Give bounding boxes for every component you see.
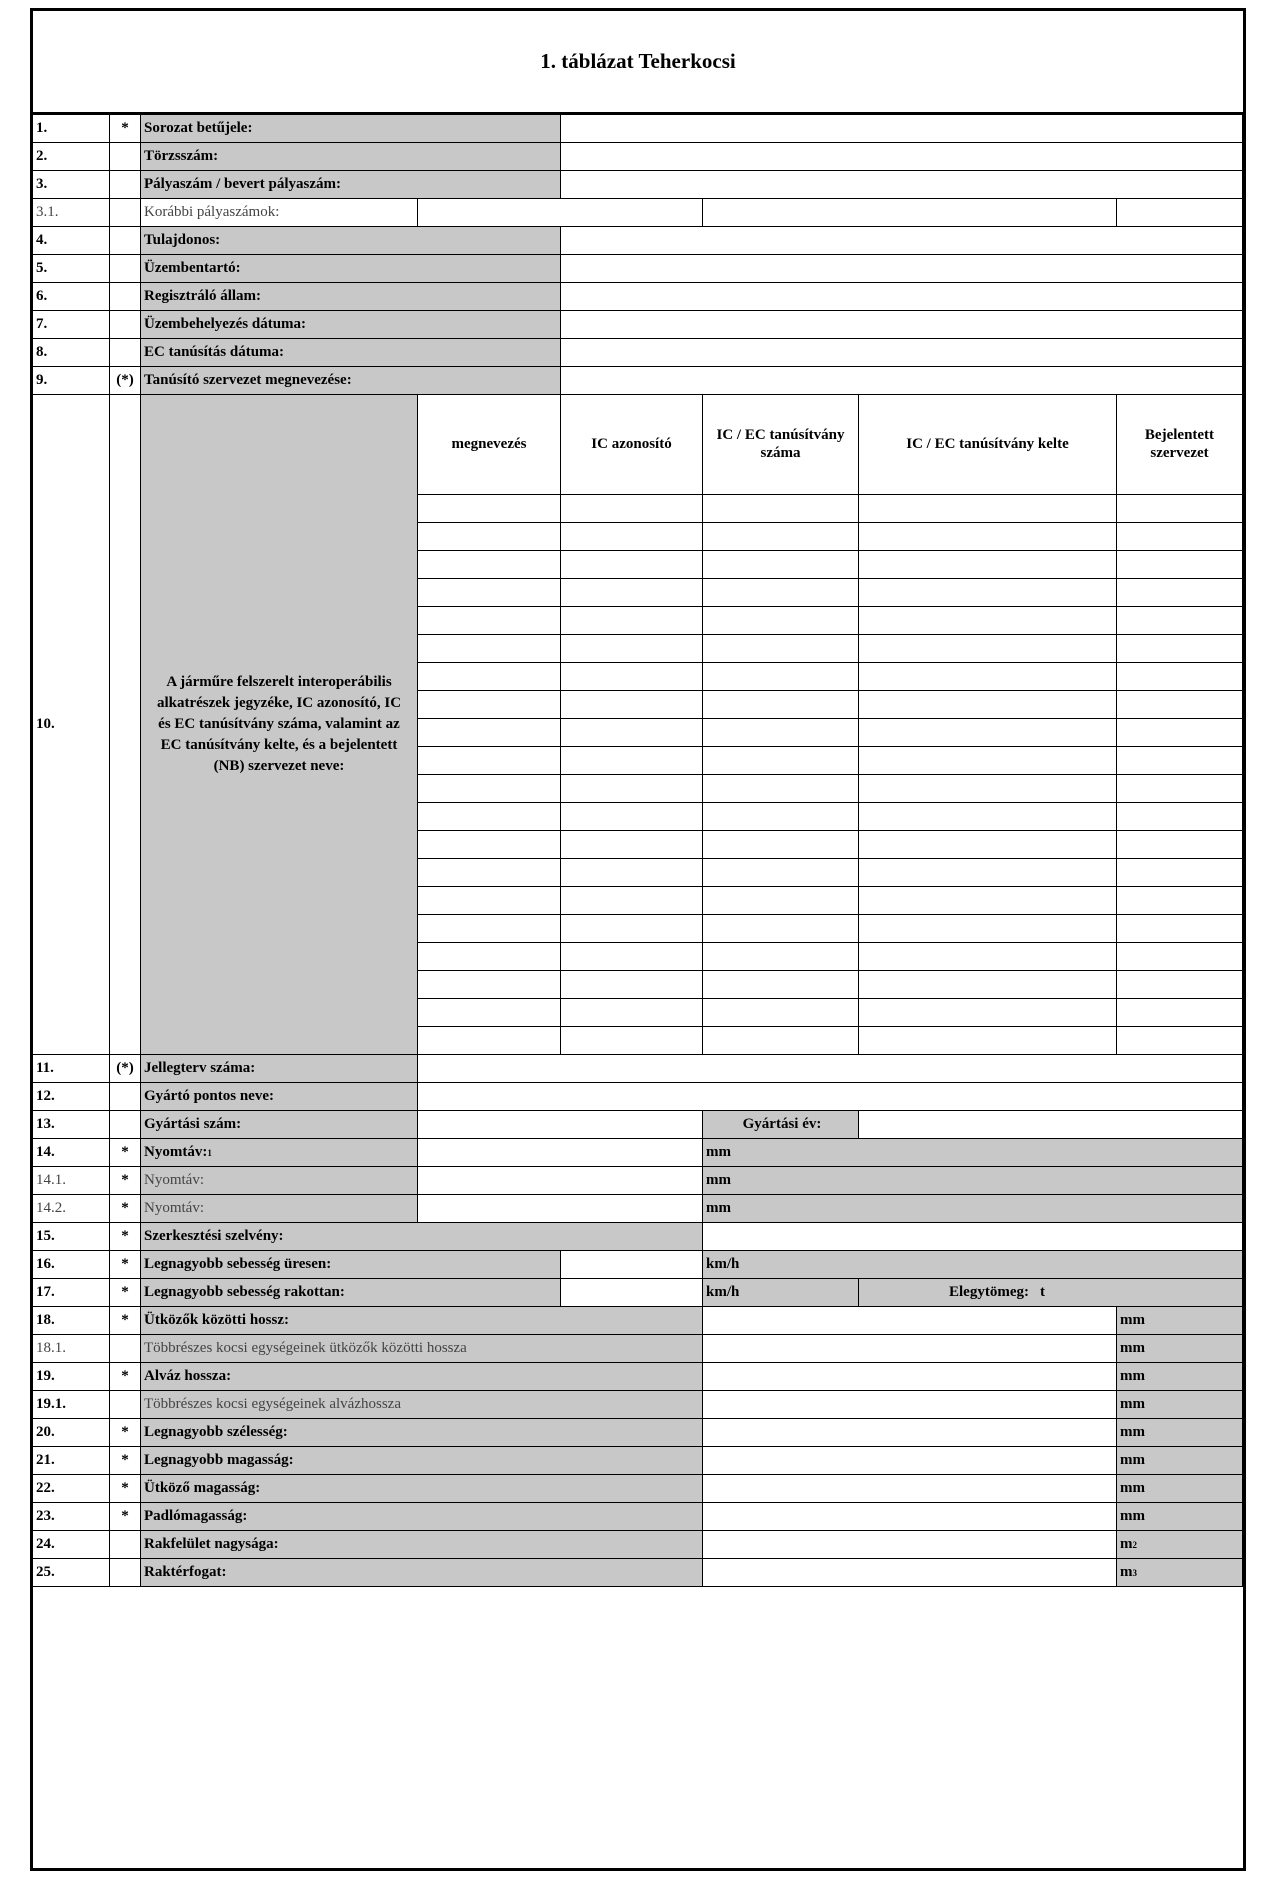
value-field[interactable] [561,227,1243,255]
unit-label [1117,1363,1243,1391]
components-cell[interactable] [859,719,1117,747]
value-field[interactable] [561,339,1243,367]
components-cell[interactable] [561,579,703,607]
value-field[interactable] [561,115,1243,143]
value-field[interactable] [561,367,1243,395]
components-cell[interactable] [418,551,561,579]
mandatory-flag [110,1559,141,1587]
row-number: 21. [33,1447,110,1475]
components-cell[interactable] [1117,579,1243,607]
components-cell[interactable] [561,775,703,803]
components-cell[interactable] [1117,859,1243,887]
components-cell[interactable] [1117,775,1243,803]
components-header: IC / EC tanúsítvány száma [703,395,859,495]
row-number: 22. [33,1475,110,1503]
unit-label: km/h [703,1251,1243,1279]
field-label: Üzembentartó: [141,255,561,283]
field-label: Regisztráló állam: [141,283,561,311]
mandatory-flag: * [110,1307,141,1335]
unit-label [1117,1419,1243,1447]
components-cell[interactable] [561,915,703,943]
unit-label: m 2 [1117,1531,1243,1559]
row-number: 14. [33,1139,110,1167]
components-cell[interactable] [703,943,859,971]
components-cell[interactable] [859,943,1117,971]
components-cell[interactable] [561,803,703,831]
components-header: IC / EC tanúsítvány kelte [859,395,1117,495]
row-number: 11. [33,1055,110,1083]
mandatory-flag [110,199,141,227]
row-number: 4. [33,227,110,255]
unit-text: mm [1120,1479,1145,1496]
row-number: 13. [33,1111,110,1139]
components-cell[interactable] [1117,747,1243,775]
value-field[interactable] [703,1559,1117,1587]
value-field[interactable] [418,1195,703,1223]
components-cell[interactable] [703,691,859,719]
row-number: 6. [33,283,110,311]
field-label-text: Nyomtáv: [144,1171,204,1188]
components-cell[interactable] [703,999,859,1027]
mandatory-flag [110,227,141,255]
field-label: Nyomtáv: 1 [141,1139,418,1167]
field-label: Tanúsító szervezet megnevezése: [141,367,561,395]
value-field[interactable] [561,171,1243,199]
components-cell[interactable] [1117,551,1243,579]
value-field[interactable] [703,1419,1117,1447]
components-cell[interactable] [418,635,561,663]
components-cell[interactable] [418,747,561,775]
components-cell[interactable] [561,943,703,971]
components-cell[interactable] [561,719,703,747]
components-cell[interactable] [859,1027,1117,1055]
field-label: Rakfelület nagysága: [141,1531,703,1559]
components-cell[interactable] [561,635,703,663]
components-cell[interactable] [1117,887,1243,915]
components-cell[interactable] [561,887,703,915]
row-number: 24. [33,1531,110,1559]
value-field[interactable] [703,1363,1117,1391]
row-number: 20. [33,1419,110,1447]
value-field[interactable] [703,1307,1117,1335]
mandatory-flag: * [110,1223,141,1251]
mandatory-flag [110,143,141,171]
unit-label [1117,1307,1243,1335]
value-field[interactable] [703,1391,1117,1419]
components-label: A járműre felszerelt interoperábilis alkatrészek jegyzéke, IC azonosító, IC és EC tanúsítvány száma, valamint az EC tanúsítvány kelte, és a bejelentett (NB) szervezet neve: [141,395,418,1055]
mandatory-flag [110,1083,141,1111]
mandatory-flag: * [110,1503,141,1531]
field-label: Alváz hossza: [141,1363,703,1391]
row-number: 1. [33,115,110,143]
mandatory-flag [110,1531,141,1559]
value-field[interactable] [418,1055,1243,1083]
mandatory-flag [110,339,141,367]
components-cell[interactable] [418,607,561,635]
vehicle-register-form [30,8,1246,1871]
components-cell[interactable] [561,607,703,635]
components-cell[interactable] [561,551,703,579]
components-cell[interactable] [703,831,859,859]
components-cell[interactable] [859,971,1117,999]
form-grid [33,115,1243,1868]
components-cell[interactable] [561,691,703,719]
unit-label: t [1037,1279,1243,1307]
mandatory-flag [110,395,141,1055]
components-cell[interactable] [859,831,1117,859]
unit-label: mm [703,1139,1243,1167]
field-label: Többrészes kocsi egységeinek alvázhossza [141,1391,703,1419]
row-number: 19.1. [33,1391,110,1419]
row-number: 12. [33,1083,110,1111]
components-cell[interactable] [418,579,561,607]
mandatory-flag [110,1335,141,1363]
value-field[interactable] [418,1139,703,1167]
field-label-text: Nyomtáv: [144,1199,204,1216]
field-label: Gyártási szám: [141,1111,418,1139]
field-label-text: Nyomtáv: [144,1143,208,1160]
components-cell[interactable] [703,719,859,747]
components-cell[interactable] [561,971,703,999]
unit-text: m [1120,1535,1133,1552]
components-cell[interactable] [703,551,859,579]
field-label: Szerkesztési szelvény: [141,1223,703,1251]
value-field[interactable] [561,255,1243,283]
mandatory-flag: (*) [110,1055,141,1083]
components-cell[interactable] [418,1027,561,1055]
components-cell[interactable] [859,803,1117,831]
components-cell[interactable] [418,495,561,523]
components-cell[interactable] [1117,831,1243,859]
unit-text: mm [1120,1311,1145,1328]
field-label: Gyártó pontos neve: [141,1083,418,1111]
row-number: 8. [33,339,110,367]
components-cell[interactable] [418,691,561,719]
mandatory-flag: (*) [110,367,141,395]
components-cell[interactable] [859,551,1117,579]
components-cell[interactable] [418,887,561,915]
field-label: Legnagyobb magasság: [141,1447,703,1475]
components-cell[interactable] [418,999,561,1027]
components-cell[interactable] [859,691,1117,719]
row-number: 14.1. [33,1167,110,1195]
components-cell[interactable] [561,663,703,691]
components-cell[interactable] [703,775,859,803]
components-cell[interactable] [1117,607,1243,635]
unit-text: mm [1120,1423,1145,1440]
mandatory-flag: * [110,1475,141,1503]
row-number: 19. [33,1363,110,1391]
field-label: Ütközők közötti hossz: [141,1307,703,1335]
unit-text: mm [1120,1339,1145,1356]
mandatory-flag: * [110,1139,141,1167]
components-cell[interactable] [418,915,561,943]
mandatory-flag [110,311,141,339]
unit-label [1117,1391,1243,1419]
components-cell[interactable] [418,719,561,747]
field-label: Legnagyobb sebesség üresen: [141,1251,561,1279]
components-cell[interactable] [703,859,859,887]
form-title: 1. táblázat Teherkocsi [33,11,1243,115]
field-label [703,1111,859,1139]
mandatory-flag: * [110,115,141,143]
previous-number-field-2[interactable] [703,199,1117,227]
components-cell[interactable] [703,1027,859,1055]
row-number: 18. [33,1307,110,1335]
field-label: Ütköző magasság: [141,1475,703,1503]
components-cell[interactable] [703,747,859,775]
field-label: Legnagyobb szélesség: [141,1419,703,1447]
field-label: EC tanúsítás dátuma: [141,339,561,367]
unit-text: mm [1120,1367,1145,1384]
value-field[interactable] [561,311,1243,339]
mandatory-flag: * [110,1363,141,1391]
mandatory-flag [110,255,141,283]
components-cell[interactable] [703,803,859,831]
row-number: 15. [33,1223,110,1251]
value-field[interactable] [703,1223,1243,1251]
components-cell[interactable] [418,775,561,803]
field-label [141,1167,418,1195]
field-label: Pályaszám / bevert pályaszám: [141,171,561,199]
components-cell[interactable] [418,523,561,551]
mandatory-flag [110,1111,141,1139]
field-label: Törzsszám: [141,143,561,171]
field-label: Jellegterv száma: [141,1055,418,1083]
components-cell[interactable] [561,747,703,775]
value-field[interactable] [561,143,1243,171]
unit-label: km/h [703,1279,859,1307]
value-field[interactable] [418,1083,1243,1111]
components-cell[interactable] [561,523,703,551]
unit-label [1117,1503,1243,1531]
components-cell[interactable] [703,663,859,691]
components-header: IC azonosító [561,395,703,495]
row-number: 5. [33,255,110,283]
field-label-text: Elegytömeg: [949,1283,1029,1300]
mandatory-flag: * [110,1419,141,1447]
field-label: Raktérfogat: [141,1559,703,1587]
row-number: 2. [33,143,110,171]
value-field[interactable] [418,1111,703,1139]
unit-label: m 3 [1117,1559,1243,1587]
components-cell[interactable] [1117,495,1243,523]
components-cell[interactable] [859,663,1117,691]
value-field[interactable] [703,1503,1117,1531]
components-cell[interactable] [418,971,561,999]
field-label: Tulajdonos: [141,227,561,255]
row-number: 25. [33,1559,110,1587]
value-field[interactable] [703,1447,1117,1475]
field-label: Üzembehelyezés dátuma: [141,311,561,339]
mandatory-flag [110,283,141,311]
row-number: 9. [33,367,110,395]
components-cell[interactable] [859,775,1117,803]
components-cell[interactable] [859,635,1117,663]
unit-label [1117,1447,1243,1475]
row-number: 3. [33,171,110,199]
components-cell[interactable] [859,999,1117,1027]
components-cell[interactable] [703,523,859,551]
value-field[interactable] [859,1111,1243,1139]
components-cell[interactable] [418,803,561,831]
components-cell[interactable] [561,859,703,887]
components-cell[interactable] [703,915,859,943]
mandatory-flag: * [110,1167,141,1195]
mandatory-flag: * [110,1195,141,1223]
row-number: 23. [33,1503,110,1531]
unit-label [1117,1335,1243,1363]
field-label: Korábbi pályaszámok: [141,199,418,227]
unit-label: mm [703,1167,1243,1195]
unit-label [1117,1475,1243,1503]
components-header: megnevezés [418,395,561,495]
components-cell[interactable] [1117,1027,1243,1055]
unit-text: mm [1120,1395,1145,1412]
components-cell[interactable] [1117,663,1243,691]
row-number: 7. [33,311,110,339]
components-cell[interactable] [561,495,703,523]
value-field[interactable] [703,1475,1117,1503]
mandatory-flag [110,171,141,199]
components-cell[interactable] [1117,635,1243,663]
components-cell[interactable] [859,887,1117,915]
components-cell[interactable] [703,495,859,523]
value-field[interactable] [703,1335,1117,1363]
components-cell[interactable] [859,859,1117,887]
unit-label: mm [703,1195,1243,1223]
row-number: 17. [33,1279,110,1307]
components-cell[interactable] [1117,943,1243,971]
field-label: Legnagyobb sebesség rakottan: [141,1279,561,1307]
components-cell[interactable] [703,887,859,915]
field-label: Többrészes kocsi egységeinek ütközők közötti hossza [141,1335,703,1363]
value-field[interactable] [703,1531,1117,1559]
value-field[interactable] [561,1279,703,1307]
components-cell[interactable] [1117,719,1243,747]
components-cell[interactable] [859,495,1117,523]
components-header: Bejelentett szervezet [1117,395,1243,495]
field-label-text: Gyártási év: [742,1115,822,1132]
components-cell[interactable] [703,635,859,663]
field-label: Sorozat betűjele: [141,115,561,143]
components-cell[interactable] [1117,523,1243,551]
components-cell[interactable] [859,523,1117,551]
unit-text: m [1120,1563,1133,1580]
components-cell[interactable] [1117,971,1243,999]
components-cell[interactable] [418,943,561,971]
components-cell[interactable] [418,831,561,859]
unit-text: mm [1120,1451,1145,1468]
components-cell[interactable] [1117,803,1243,831]
components-cell[interactable] [561,831,703,859]
components-cell[interactable] [1117,691,1243,719]
row-number: 16. [33,1251,110,1279]
mandatory-flag: * [110,1251,141,1279]
mandatory-flag: * [110,1447,141,1475]
components-cell[interactable] [859,579,1117,607]
components-cell[interactable] [703,607,859,635]
row-number: 14.2. [33,1195,110,1223]
components-cell[interactable] [418,663,561,691]
components-cell[interactable] [859,607,1117,635]
value-field[interactable] [561,1251,703,1279]
components-cell[interactable] [703,971,859,999]
value-field[interactable] [418,1167,703,1195]
mandatory-flag [110,1391,141,1419]
components-cell[interactable] [859,747,1117,775]
field-label [141,1195,418,1223]
unit-text: mm [1120,1507,1145,1524]
components-cell[interactable] [561,999,703,1027]
value-field[interactable] [561,283,1243,311]
components-cell[interactable] [561,1027,703,1055]
mandatory-flag: * [110,1279,141,1307]
row-number: 18.1. [33,1335,110,1363]
field-label: Padlómagasság: [141,1503,703,1531]
previous-number-field-1[interactable] [418,199,703,227]
components-cell[interactable] [1117,915,1243,943]
components-cell[interactable] [418,859,561,887]
row-number: 10. [33,395,110,1055]
components-cell[interactable] [703,579,859,607]
components-cell[interactable] [859,915,1117,943]
previous-number-field-3[interactable] [1117,199,1243,227]
row-number: 3.1. [33,199,110,227]
components-cell[interactable] [1117,999,1243,1027]
